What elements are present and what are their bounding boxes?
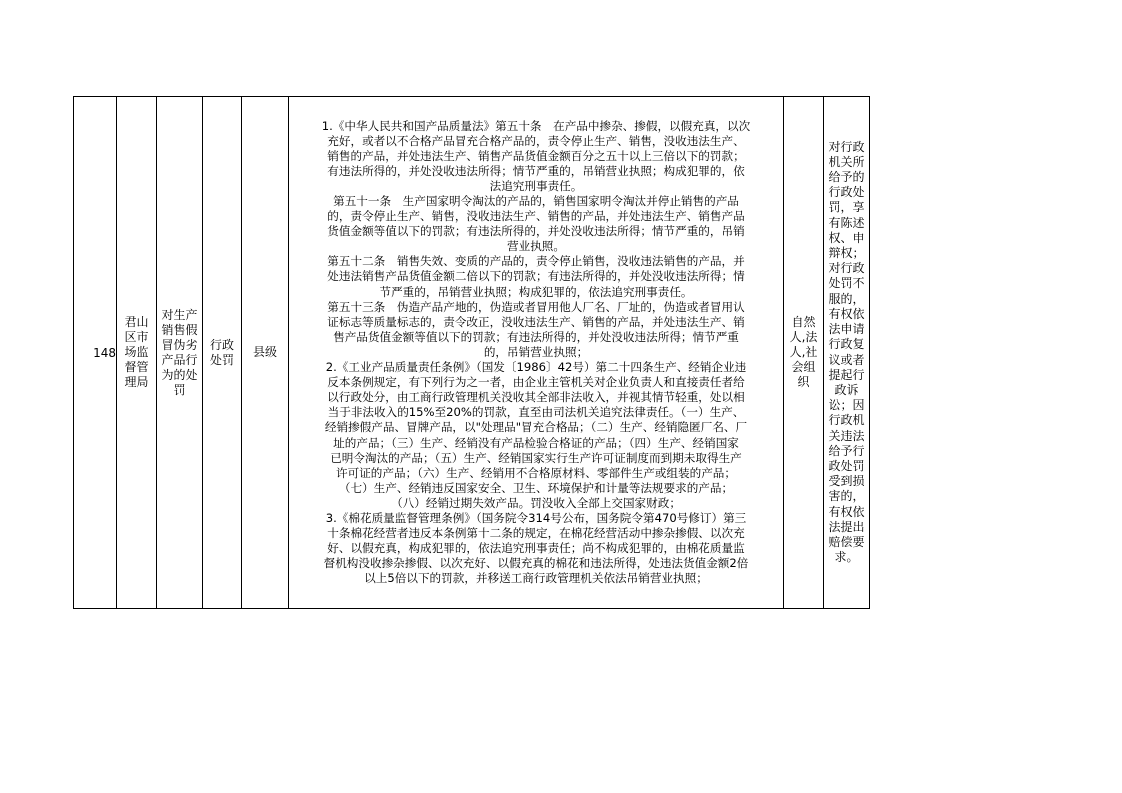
subjects-line: 会组 bbox=[791, 360, 816, 374]
content-line: 处违法销售产品货值金额二倍以下的罚款；有违法所得的，并处没收违法所得；情 bbox=[327, 269, 745, 284]
content-line: 督机构没收掺杂掺假、以次充好、以假充真的棉花和违法所得，处违法货值金额2倍 bbox=[323, 556, 749, 571]
level-cell bbox=[242, 97, 289, 609]
content-line: 第五十三条 伪造产品产地的，伪造或者冒用他人厂名、厂址的，伪造或者冒用认 bbox=[327, 299, 745, 314]
content-line: 法追究刑事责任。 bbox=[489, 178, 583, 193]
content-line: 经销掺假产品、冒牌产品，以"处理品"冒充合格品；（二）生产、经销隐匿厂名、厂 bbox=[324, 420, 748, 435]
content-line: 十条棉花经营者违反本条例第十二条的规定，在棉花经营活动中掺杂掺假、以次充 bbox=[327, 526, 745, 541]
content-line: 节严重的，吊销营业执照；构成犯罪的，依法追究刑事责任。 bbox=[379, 284, 693, 299]
content-line: 以行政处分，由工商行政管理机关没收其全部非法收入，并视其情节轻重，处以相 bbox=[327, 390, 745, 405]
content-line: 销售的产品，并处违法生产、销售产品货值金额百分之五十以上三倍以下的罚款； bbox=[327, 148, 745, 163]
legal-basis-text bbox=[289, 119, 783, 587]
content-line: 3.《棉花质量监督管理条例》（国务院令314号公布，国务院令第470号修订）第三 bbox=[325, 510, 747, 525]
content-line: 售产品货值金额等值以下的罚款；有违法所得的，并处没收违法所得；情节严重 bbox=[333, 329, 739, 344]
remedy-line: 机关所 bbox=[828, 154, 865, 169]
table-row bbox=[74, 97, 870, 609]
subjects-cell bbox=[784, 97, 824, 609]
content-line: 证标志等质量标志的，责令改正，没收违法生产、销售的产品，并处违法生产、销 bbox=[327, 314, 745, 329]
item-name bbox=[161, 308, 197, 398]
subjects-line: 自然 bbox=[791, 315, 816, 329]
remedy-line: 害的， bbox=[828, 489, 865, 504]
content-line: 货值金额等值以下的罚款；有违法所得的，并处没收违法所得；情节严重的，吊销 bbox=[327, 224, 745, 239]
remedy-line: 法申请 bbox=[828, 322, 865, 337]
content-line: 第五十一条 生产国家明令淘汰的产品的，销售国家明令淘汰并停止销售的产品 bbox=[333, 194, 739, 209]
category-cell bbox=[203, 97, 242, 609]
remedy-line: 讼；因 bbox=[828, 398, 865, 413]
authority-cell bbox=[117, 97, 157, 609]
item-name-line: 冒伪劣 bbox=[161, 337, 198, 352]
remedy-line: 服的， bbox=[828, 291, 865, 306]
item-name-line: 产品行 bbox=[161, 352, 198, 367]
content-line: 的，责令停止生产、销售，没收违法生产、销售的产品，并处违法生产、销售产品 bbox=[327, 209, 745, 224]
remedy-line: 行政机 bbox=[828, 413, 865, 428]
content-line: 以上5倍以下的罚款，并移送工商行政管理机关依法吊销营业执照； bbox=[364, 571, 708, 586]
item-name-line: 对生产 bbox=[161, 307, 198, 322]
content-line: 已明令淘汰的产品；（五）生产、经销国家实行生产许可证制度而到期未取得生产 bbox=[330, 450, 742, 465]
remedy-line: 行政复 bbox=[828, 337, 865, 352]
relief-rights-text bbox=[828, 140, 864, 566]
authority-line: 场监 bbox=[124, 345, 149, 359]
content-line: 址的产品；（三）生产、经销没有产品检验合格证的产品；（四）生产、经销国家 bbox=[333, 435, 739, 450]
content-line: 当于非法收入的15%至20%的罚款，直至由司法机关追究法律责任。（一）生产、 bbox=[327, 405, 745, 420]
item-name-line: 销售假 bbox=[161, 322, 198, 337]
remedy-line: 权、申 bbox=[828, 230, 865, 245]
exercise-level bbox=[253, 345, 277, 360]
item-name-line: 罚 bbox=[173, 382, 186, 397]
remedy-line: 有权依 bbox=[828, 306, 865, 321]
remedy-line: 给予行 bbox=[828, 443, 865, 458]
administrative-counterpart bbox=[790, 315, 818, 390]
subjects-line: 人,社 bbox=[789, 345, 818, 359]
remedy-line: 处罚不 bbox=[828, 276, 865, 291]
remedy-line: 有权依 bbox=[828, 504, 865, 519]
subjects-line: 织 bbox=[797, 375, 810, 389]
content-line: 营业执照。 bbox=[507, 239, 565, 254]
remedy-line: 有陈述 bbox=[828, 215, 865, 230]
legal-basis-cell bbox=[289, 97, 784, 609]
row-number: 148 bbox=[93, 345, 116, 360]
implementing-authority bbox=[124, 315, 148, 390]
item-category bbox=[210, 338, 234, 368]
remedy-line: 行政处 bbox=[828, 185, 865, 200]
authority-line: 督管 bbox=[124, 360, 149, 374]
penalty-table bbox=[73, 96, 870, 609]
row-number-cell bbox=[74, 97, 117, 609]
level-line: 县级 bbox=[252, 345, 277, 359]
content-line: 许可证的产品；（六）生产、经销用不合格原材料、零部件生产或组装的产品； bbox=[336, 465, 736, 480]
item-name-cell bbox=[157, 97, 203, 609]
item-name-line: 为的处 bbox=[161, 367, 198, 382]
category-line: 行政 bbox=[209, 337, 234, 352]
remedy-cell bbox=[824, 97, 870, 609]
content-line: 充好，或者以不合格产品冒充合格产品的，责令停止生产、销售，没收违法生产、 bbox=[327, 133, 745, 148]
authority-line: 理局 bbox=[124, 375, 149, 389]
content-line: 第五十二条 销售失效、变质的产品的，责令停止销售，没收违法销售的产品，并 bbox=[327, 254, 745, 269]
remedy-line: 法提出 bbox=[828, 519, 865, 534]
remedy-line: 罚，享 bbox=[828, 200, 865, 215]
content-line: 反本条例规定，有下列行为之一者，由企业主管机关对企业负责人和直接责任者给 bbox=[327, 375, 745, 390]
content-line: 好、以假充真，构成犯罪的，依法追究刑事责任；尚不构成犯罪的，由棉花质量监 bbox=[327, 541, 745, 556]
content-line: 2.《工业产品质量责任条例》（国发〔1986〕42号）第二十四条生产、经销企业违 bbox=[325, 360, 747, 375]
remedy-line: 政诉 bbox=[834, 382, 859, 397]
category-line: 处罚 bbox=[209, 352, 234, 367]
authority-line: 区市 bbox=[124, 330, 149, 344]
content-line: （八）经销过期失效产品。罚没收入全部上交国家财政； bbox=[391, 495, 681, 510]
authority-line: 君山 bbox=[124, 315, 149, 329]
remedy-line: 受到损 bbox=[828, 474, 865, 489]
content-line: 1.《中华人民共和国产品质量法》第五十条 在产品中掺杂、掺假，以假充真，以次 bbox=[321, 118, 751, 133]
remedy-line: 给予的 bbox=[828, 170, 865, 185]
remedy-line: 政处罚 bbox=[828, 458, 865, 473]
remedy-line: 对行政 bbox=[828, 261, 865, 276]
content-line: 的，吊销营业执照； bbox=[483, 344, 589, 359]
remedy-line: 赔偿要 bbox=[828, 534, 865, 549]
remedy-line: 提起行 bbox=[828, 367, 865, 382]
remedy-line: 辩权； bbox=[828, 246, 865, 261]
remedy-line: 关违法 bbox=[828, 428, 865, 443]
remedy-line: 议或者 bbox=[828, 352, 865, 367]
remedy-line: 对行政 bbox=[828, 139, 865, 154]
remedy-line: 求。 bbox=[834, 550, 859, 565]
subjects-line: 人,法 bbox=[789, 330, 818, 344]
content-line: （七）生产、经销违反国家安全、卫生、环境保护和计量等法规要求的产品； bbox=[338, 480, 734, 495]
content-line: 有违法所得的，并处没收违法所得；情节严重的，吊销营业执照；构成犯罪的，依 bbox=[327, 163, 745, 178]
